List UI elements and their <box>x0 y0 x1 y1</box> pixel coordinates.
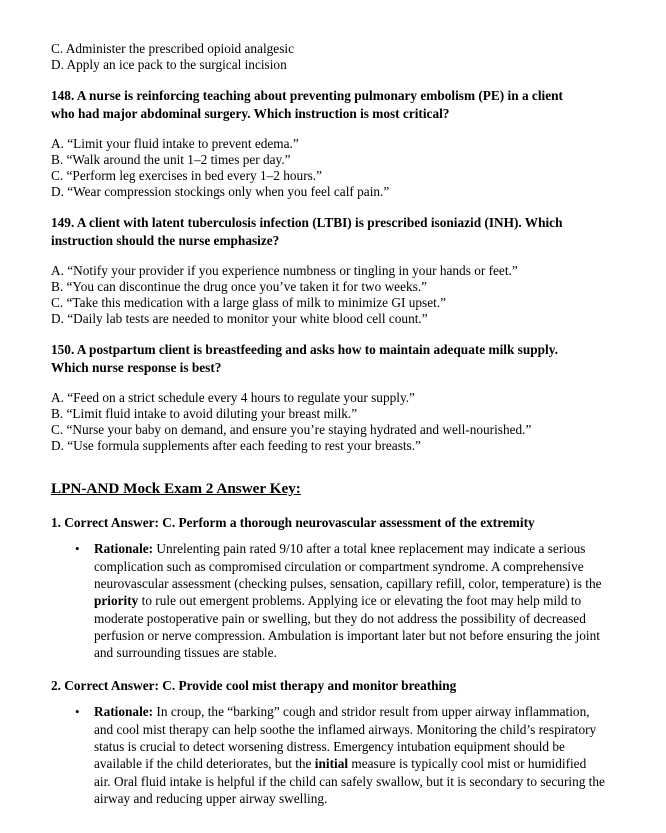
option-line: A. “Notify your provider if you experience numbness or tingling in your hands or feet.” <box>51 262 518 278</box>
rationale-item <box>94 540 606 661</box>
option-line: D. “Daily lab tests are needed to monitor your white blood cell count.” <box>51 311 428 327</box>
answer-key-heading: LPN-AND Mock Exam 2 Answer Key: <box>51 480 301 498</box>
option-line: B. “Limit fluid intake to avoid diluting your breast milk.” <box>51 405 358 421</box>
rationale-text-part1: In croup, the “barking” cough and stridor result from upper airway inflammation, and cool mist therapy can help soothe the inflamed airways. Monitoring the child’s respiratory status is crucial to detect worsening distress. Emergency intubation equipment should be available if the child deteriorates, but the <box>94 704 597 772</box>
option-line: C. “Take this medication with a large glass of milk to minimize GI upset.” <box>51 295 447 310</box>
rationale-text-part1: Unrelenting pain rated 9/10 after a total knee replacement may indicate a serious complication such as compromised circulation or compartment syndrome. A comprehensive neurovascular assessment (checking pulses, sensation, capillary refill, color, temperature) is the <box>94 541 602 591</box>
option-line: B. “Walk around the unit 1–2 times per day.” <box>51 151 291 167</box>
rationale-label: Rationale: <box>94 704 154 720</box>
option-line: D. “Wear compression stockings only when you feel calf pain.” <box>51 184 390 200</box>
option-line: B. “You can discontinue the drug once you’ve taken it for two weeks.” <box>51 278 428 294</box>
option-line: C. “Perform leg exercises in bed every 1–2 hours.” <box>51 168 323 183</box>
answer-line-1: 1. Correct Answer: C. Perform a thorough neurovascular assessment of the extremity <box>51 515 535 531</box>
question-options-150 <box>51 390 608 455</box>
rationale-list-1 <box>51 540 608 661</box>
answer-key-heading-wrap <box>51 454 608 498</box>
rationale-emphasis: priority <box>94 593 139 609</box>
option-line: A. “Feed on a strict schedule every 4 hours to regulate your supply.” <box>51 389 415 405</box>
rationale-list-2 <box>51 703 608 807</box>
question-stem-150: 150. A postpartum client is breastfeeding and asks how to maintain adequate milk supply. Which nurse response is best? <box>51 342 558 375</box>
rationale-text-part2: to rule out emergent problems. Applying ice or elevating the foot may help mild to moderate postoperative pain or swelling, but they do not address the possibility of decreased perfusion or nerve compression. Ambulation is important later but not before ensuring the joint and surrounding tissues are stable. <box>94 593 600 661</box>
question-stem-148: 148. A nurse is reinforcing teaching about preventing pulmonary embolism (PE) in a client who had major abdominal surgery. Which instruction is most critical? <box>51 88 563 121</box>
rationale-emphasis: initial <box>314 756 349 772</box>
question-stem-149: 149. A client with latent tuberculosis infection (LTBI) is prescribed isoniazid (INH). Which instruction should the nurse emphasize? <box>51 215 563 248</box>
question-options-149 <box>51 263 608 328</box>
answer-line-2: 2. Correct Answer: C. Provide cool mist therapy and monitor breathing <box>51 678 457 694</box>
option-line: C. Administer the prescribed opioid analgesic <box>51 41 294 56</box>
continued-options <box>51 41 608 73</box>
option-line: D. “Use formula supplements after each feeding to rest your breasts.” <box>51 438 421 454</box>
option-line: A. “Limit your fluid intake to prevent edema.” <box>51 135 299 151</box>
rationale-label: Rationale: <box>94 541 154 557</box>
option-line: C. “Nurse your baby on demand, and ensure you’re staying hydrated and well-nourished.” <box>51 422 532 437</box>
rationale-item <box>94 703 606 807</box>
option-line: D. Apply an ice pack to the surgical incision <box>51 57 287 73</box>
document-body <box>51 41 608 807</box>
question-options-148 <box>51 136 608 201</box>
rationale-text-part2: measure is typically cool mist or humidified air. Oral fluid intake is helpful if the child can safely swallow, but it is secondary to securing the airway and reducing upper airway swelling. <box>94 756 605 806</box>
